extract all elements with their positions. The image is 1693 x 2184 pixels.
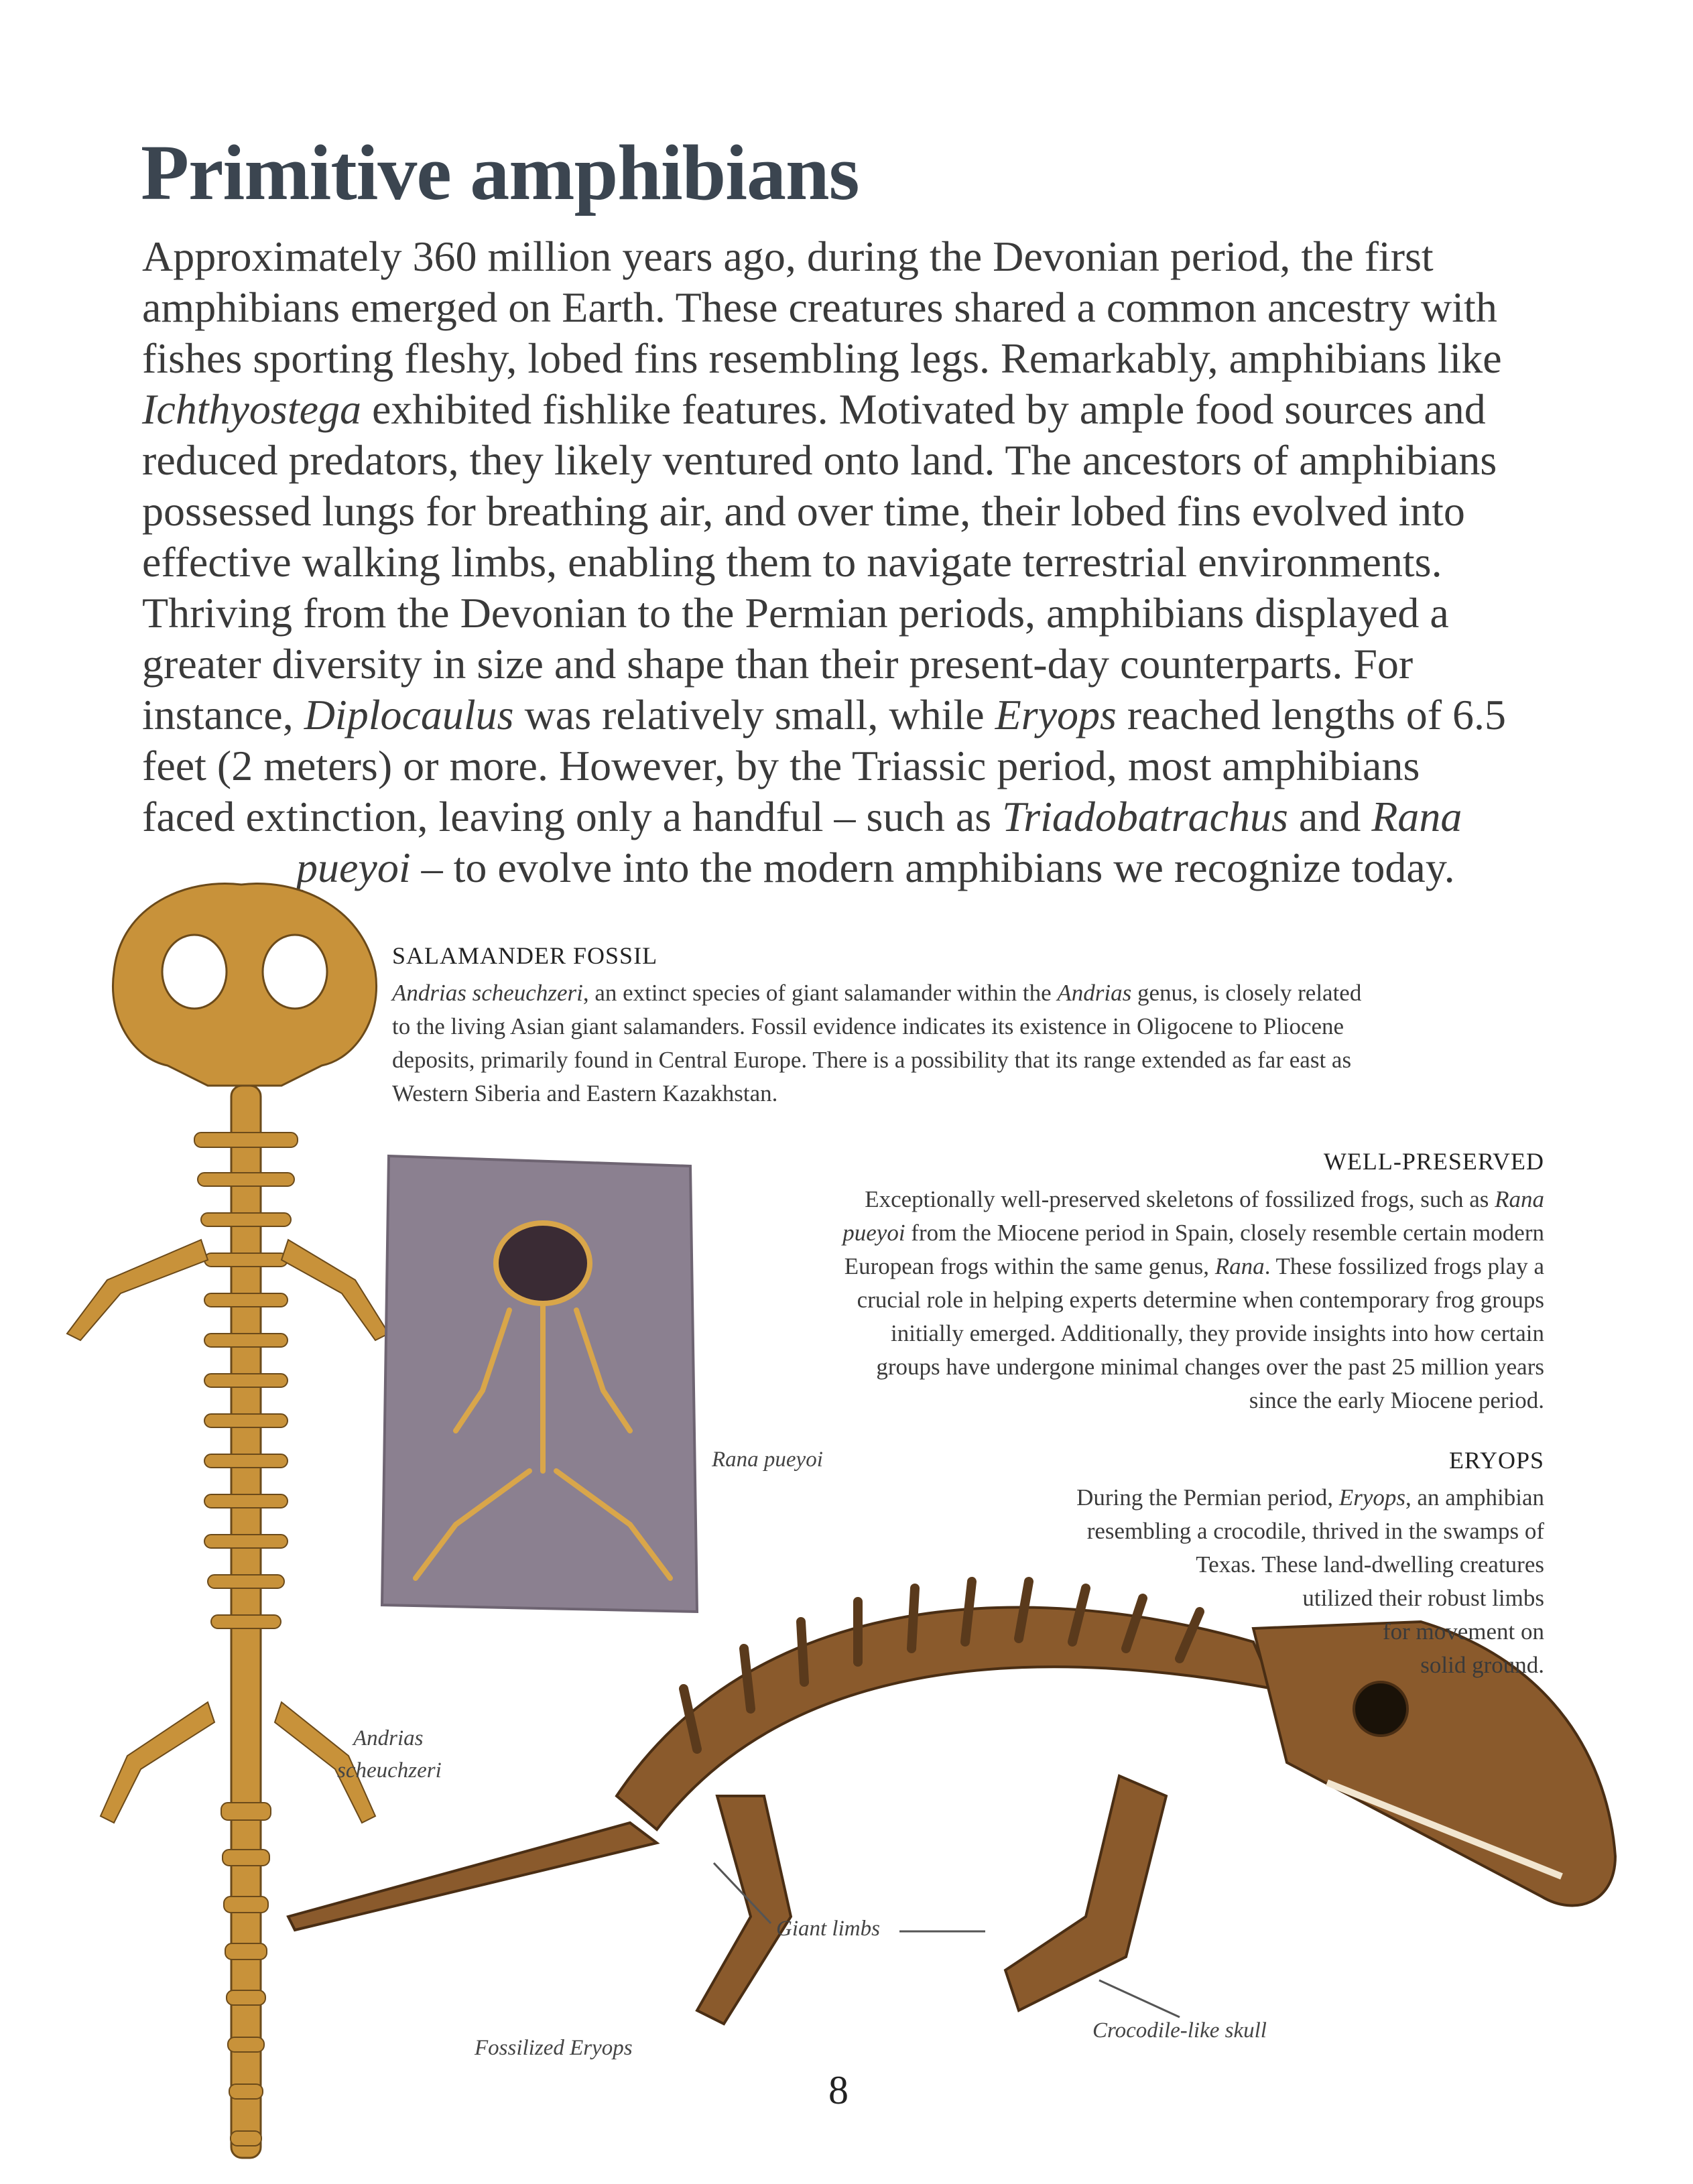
text-run: Approximately 360 million years ago, during the Devonian period, the first <box>142 233 1434 280</box>
text-run: to the living Asian giant salamanders. Fossil evidence indicates its existence in Oligocene to Pliocene <box>392 1013 1344 1039</box>
giant-limbs-caption: Giant limbs <box>776 1917 880 1941</box>
italic-run: Andrias <box>1057 980 1132 1006</box>
text-run: During the Permian period, <box>1076 1484 1339 1511</box>
italic-run: Eryops <box>995 691 1117 738</box>
text-run: fishes sporting fleshy, lobed fins resembling legs. Remarkably, amphibians like <box>142 334 1502 382</box>
text-run: deposits, primarily found in Central Europe. There is a possibility that its range extended as far east as <box>392 1047 1352 1073</box>
italic-run: Eryops <box>1338 1484 1405 1511</box>
text-run: reduced predators, they likely ventured onto land. The ancestors of amphibians <box>142 436 1497 484</box>
italic-run: Ichthyostega <box>142 385 361 433</box>
text-run: , an amphibian <box>1405 1484 1544 1511</box>
italic-run: Triadobatrachus <box>1002 793 1288 840</box>
page-number: 8 <box>828 2068 849 2112</box>
italic-run: Andrias scheuchzeri <box>392 980 583 1006</box>
text-run: , an extinct species of giant salamander within the <box>582 980 1058 1006</box>
text-run: European frogs within the same genus, <box>844 1253 1215 1279</box>
text-run: resembling a crocodile, thrived in the swamps of <box>1086 1518 1544 1544</box>
text-run: was relatively small, while <box>513 691 995 738</box>
text-run: groups have undergone minimal changes over the past 25 million years <box>876 1354 1544 1380</box>
eryops-heading: ERYOPS <box>1448 1447 1544 1474</box>
andrias-caption-line-1: Andrias <box>353 1726 424 1750</box>
andrias-caption-line-2: scheuchzeri <box>337 1758 442 1783</box>
text-run: reached lengths of 6.5 <box>1116 691 1507 738</box>
italic-run: Rana <box>1495 1186 1544 1212</box>
text-run: greater diversity in size and shape than their present-day counterparts. For <box>142 640 1414 688</box>
text-run: faced extinction, leaving only a handful – such as <box>142 793 1003 840</box>
text-run: and <box>1288 793 1372 840</box>
well-preserved-heading: WELL-PRESERVED <box>1323 1148 1544 1175</box>
text-run: genus, is closely related <box>1131 980 1362 1006</box>
text-run: Texas. These land-dwelling creatures <box>1196 1551 1544 1578</box>
page-title: Primitive amphibians <box>141 129 859 216</box>
italic-run: Rana <box>1371 793 1462 840</box>
text-run: instance, <box>142 691 304 738</box>
text-run: crucial role in helping experts determine when contemporary frog groups <box>857 1287 1544 1313</box>
text-run: exhibited fishlike features. Motivated by ample food sources and <box>361 385 1486 433</box>
italic-run: Diplocaulus <box>304 691 514 738</box>
text-run: initially emerged. Additionally, they provide insights into how certain <box>891 1320 1544 1346</box>
italic-run: pueyoi <box>296 844 411 891</box>
rana-pueyoi-caption: Rana pueyoi <box>712 1448 823 1472</box>
crocodile-skull-caption: Crocodile-like skull <box>1092 2018 1267 2043</box>
text-run: feet (2 meters) or more. However, by the Triassic period, most amphibians <box>142 742 1420 789</box>
text-run: effective walking limbs, enabling them to navigate terrestrial environments. <box>142 538 1442 586</box>
text-run: Western Siberia and Eastern Kazakhstan. <box>392 1080 778 1106</box>
italic-run: Rana <box>1214 1253 1265 1279</box>
text-run: from the Miocene period in Spain, closely resemble certain modern <box>905 1220 1544 1246</box>
text-run: for movement on <box>1382 1618 1544 1645</box>
text-run: since the early Miocene period. <box>1249 1387 1544 1413</box>
text-run: . These fossilized frogs play a <box>1264 1253 1544 1279</box>
salamander-heading: SALAMANDER FOSSIL <box>392 942 658 969</box>
text-run: Exceptionally well-preserved skeletons of fossilized frogs, such as <box>865 1186 1495 1212</box>
text-run: possessed lungs for breathing air, and over time, their lobed fins evolved into <box>142 487 1465 535</box>
text-run: utilized their robust limbs <box>1302 1585 1544 1611</box>
italic-run: pueyoi <box>842 1220 905 1246</box>
text-run: amphibians emerged on Earth. These creatures shared a common ancestry with <box>142 283 1497 331</box>
fossilized-eryops-caption: Fossilized Eryops <box>475 2036 633 2060</box>
text-run: solid ground. <box>1420 1652 1544 1678</box>
text-run: – to evolve into the modern amphibians we recognize today. <box>410 844 1455 891</box>
text-run: Thriving from the Devonian to the Permian periods, amphibians displayed a <box>142 589 1449 637</box>
